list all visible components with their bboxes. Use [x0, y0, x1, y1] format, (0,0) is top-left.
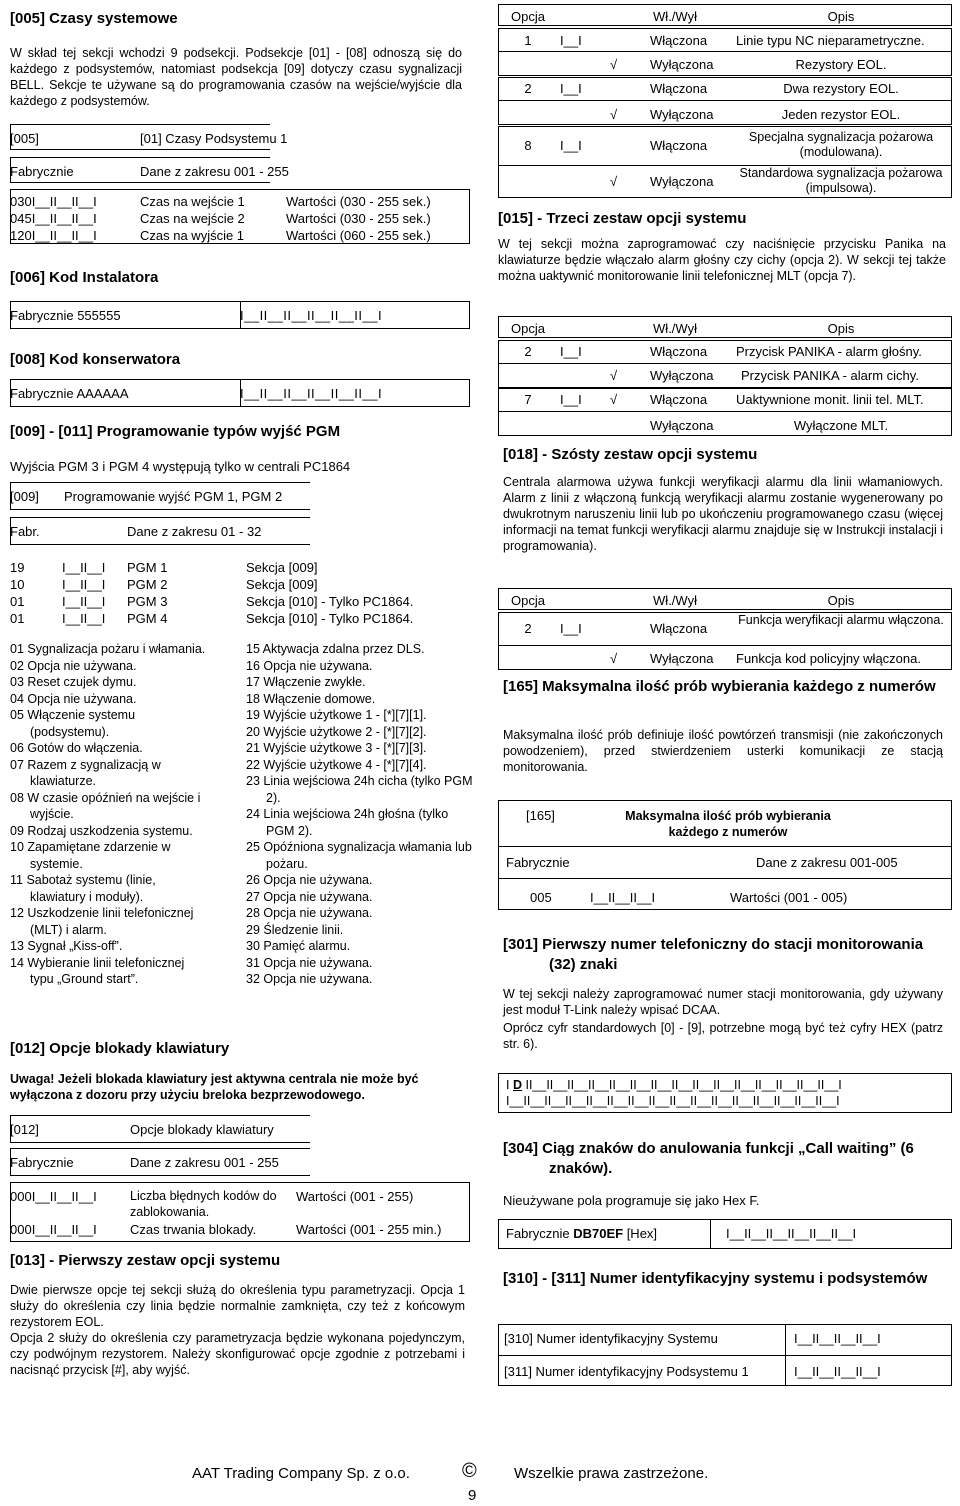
section-012-heading: [012] Opcje blokady klawiatury: [10, 1040, 230, 1057]
timer-row-2-range: Wartości (030 - 255 sek.): [286, 211, 431, 226]
timer-row-1-code: 030I__II__II__I: [10, 194, 97, 209]
installer-code-slots[interactable]: I__II__II__II__II__II__I: [240, 308, 383, 323]
section-005-intro: W skład tej sekcji wchodzi 9 podsekcji. Podsekcje [01] - [08] odnoszą się do każdego z podsystemów, natomiast podsekcja [09] dotyczy czasu sygnalizacji BELL. Sekcje te używane są do programowania czasów na wejście/wyjście dla każdego z podsystemów.: [10, 46, 462, 108]
partition-id-label: [311] Numer identyfikacyjny Podsystemu 1: [504, 1364, 749, 1379]
pgm-option-left-6: 06 Gotów do włączenia.: [10, 741, 143, 755]
pgm-option-right-5: 19 Wyjście użytkowe 1 - [*][7][1].: [246, 708, 427, 722]
section-009-heading: [009] - [011] Programowanie typów wyjść PGM: [10, 423, 341, 440]
t013-r3-state: Włączona: [650, 81, 708, 96]
t013-r4-check: √: [610, 107, 618, 122]
lockout-row-2-range: Wartości (001 - 255 min.): [296, 1222, 442, 1237]
t015-r1-desc: Przycisk PANIKA - alarm głośny.: [736, 344, 922, 359]
pgm-option-right-12: 26 Opcja nie używana.: [246, 873, 373, 887]
t013-r5-state: Włączona: [650, 138, 708, 153]
system-id-slots[interactable]: I__II__II__II__I: [794, 1331, 881, 1346]
section-013-heading: [013] - Pierwszy zestaw opcji systemu: [10, 1252, 281, 1269]
t015-r1-state: Włączona: [650, 344, 708, 359]
pgm-option-right-9: 23 Linia wejściowa 24h cicha (tylko PGM 2).: [246, 774, 473, 805]
t015-r2-check: √: [610, 368, 618, 383]
pgm-row-1-section: Sekcja [009]: [246, 560, 318, 575]
pgm-option-left-9: 09 Rodzaj uszkodzenia systemu.: [10, 823, 193, 838]
t015-r2-desc: Przycisk PANIKA - alarm cichy.: [741, 368, 919, 383]
pgm-row-4-value: 01: [10, 611, 25, 626]
section-304-factory-suffix: [Hex]: [626, 1226, 658, 1241]
timer-row-3-range: Wartości (060 - 255 sek.): [286, 228, 431, 243]
phone-slot-prefix: I: [506, 1078, 510, 1092]
t018-r2-desc: Funkcja kod policyjny włączona.: [736, 651, 921, 666]
t013-r6-state: Wyłączona: [650, 174, 714, 189]
t015-r3-slot[interactable]: I__I: [560, 392, 582, 407]
t013-r4-state: Wyłączona: [650, 107, 714, 122]
pgm-option-right-15: 29 Śledzenie linii.: [246, 922, 344, 937]
pgm-row-1-value: 19: [10, 560, 25, 575]
pgm-option-left-8: 08 W czasie opóźnień na wejście i wyjście.: [10, 790, 201, 821]
pgm-row-2-slots[interactable]: I__II__I: [62, 577, 106, 592]
section-165-range: Dane z zakresu 001-005: [756, 855, 898, 870]
section-012-factory-label: Fabrycznie: [10, 1155, 74, 1170]
t015-r1-slot[interactable]: I__I: [560, 344, 582, 359]
section-165-title: Maksymalna ilość prób wybierania każdego z numerów: [625, 809, 831, 839]
section-165-value: 005: [530, 890, 552, 905]
pgm-option-left-2: 02 Opcja nie używana.: [10, 658, 137, 673]
pgm-row-4-name: PGM 4: [127, 611, 168, 626]
pgm-options-list-left: [10, 641, 210, 988]
pgm-option-right-14: 28 Opcja nie używana.: [246, 906, 373, 920]
t013-r5-slot[interactable]: I__I: [560, 138, 582, 153]
table-015-header-desc: Opis: [827, 321, 855, 336]
section-301-para-2: Oprócz cyfr standardowych [0] - [9], potrzebne mogą być też cyfry HEX (patrz str. 6).: [503, 1021, 943, 1051]
t013-r5-desc: Specjalna sygnalizacja pożarowa (modulowana).: [748, 130, 934, 159]
section-304-factory-prefix: Fabrycznie: [506, 1226, 570, 1241]
pgm-row-4-section: Sekcja [010] - Tylko PC1864.: [246, 611, 414, 626]
pgm-option-left-13: 13 Sygnał „Kiss-off”.: [10, 939, 123, 953]
pgm-row-3-name: PGM 3: [127, 594, 168, 609]
pgm-row-3-section: Sekcja [010] - Tylko PC1864.: [246, 594, 414, 609]
pgm-option-right-17: 31 Opcja nie używana.: [246, 955, 373, 970]
pgm-options-list-right: [246, 641, 476, 988]
t013-r3-slot[interactable]: I__I: [560, 81, 582, 96]
section-005-title: [01] Czasy Podsystemu 1: [140, 131, 288, 146]
copyright-icon: ©: [462, 1460, 477, 1482]
table-018-header-desc: Opis: [827, 593, 855, 608]
pgm-option-right-18: 32 Opcja nie używana.: [246, 972, 373, 986]
t013-r4-desc: Jeden rezystor EOL.: [781, 107, 901, 122]
pgm-option-left-5: 05 Włączenie systemu (podsystemu).: [10, 708, 136, 739]
section-013-para-1: Dwie pierwsze opcje tej sekcji służą do określenia typu parametryzacji. Opcja 1 służy do określenia czy linia będzie normalnie zamknięta, czy też z końcowym rezystorem EOL.: [10, 1283, 465, 1329]
pgm-option-right-6: 20 Wyjście użytkowe 2 - [*][7][2].: [246, 724, 427, 739]
pgm-option-right-1: 15 Aktywacja zdalna przez DLS.: [246, 642, 425, 656]
section-310-heading: [310] - [311] Numer identyfikacyjny systemu i podsystemów: [503, 1270, 928, 1287]
lockout-row-1-code: 000I__II__II__I: [10, 1189, 97, 1204]
section-165-factory-label: Fabrycznie: [506, 855, 570, 870]
section-165-heading: [165] Maksymalna ilość prób wybierania każdego z numerów: [503, 678, 936, 695]
t013-r2-desc: Rezystory EOL.: [795, 57, 887, 72]
maintenance-code-factory: Fabrycznie AAAAAA: [10, 386, 129, 401]
pgm-option-left-11: 11 Sabotaż systemu (linie, klawiatury i moduły).: [10, 873, 156, 904]
timer-row-2-name: Czas na wejście 2: [140, 211, 245, 226]
lockout-row-2-code: 000I__II__II__I: [10, 1222, 97, 1237]
timer-row-3-code: 120I__II__II__I: [10, 228, 97, 243]
section-013-para-2: Opcja 2 służy do określenia czy parametryzacja będzie wykonana pojedynczym, czy podwójnym rezystorem. Należy skonfigurować opcje zgodnie z potrzebami i nacisnąć przycisk [#], aby wyjść.: [10, 1331, 465, 1377]
section-012-warning: Uwaga! Jeżeli blokada klawiatury jest aktywna centrala nie może być wyłączona z dozoru przy użyciu breloka bezprzewodowego.: [10, 1072, 419, 1102]
pgm-option-right-13: 27 Opcja nie używana.: [246, 889, 373, 904]
phone-number-slots-line-2[interactable]: I__II__II__II__II__II__II__II__II__II__II__II__II__II__II__II__I: [506, 1094, 840, 1108]
section-301-heading: [301] Pierwszy numer telefoniczny do stacji monitorowania (32) znaki: [503, 936, 924, 973]
t015-r4-state: Wyłączona: [650, 418, 714, 433]
pgm-option-left-3: 03 Reset czujek dymu.: [10, 675, 137, 689]
pgm-row-2-value: 10: [10, 577, 25, 592]
t013-r3-desc: Dwa rezystory EOL.: [783, 81, 899, 96]
pgm-option-right-2: 16 Opcja nie używana.: [246, 658, 373, 673]
timer-row-1-name: Czas na wejście 1: [140, 194, 245, 209]
partition-id-slots[interactable]: I__II__II__II__I: [794, 1364, 881, 1379]
section-304-factory-code: DB70EF: [573, 1226, 624, 1241]
t015-r2-state: Wyłączona: [650, 368, 714, 383]
pgm-option-left-12: 12 Uszkodzenie linii telefonicznej (MLT) i alarm.: [10, 906, 194, 937]
t015-r3-opt: 7: [524, 392, 532, 407]
phone-slot-letter: D: [512, 1078, 522, 1092]
section-012-title: Opcje blokady klawiatury: [130, 1122, 274, 1137]
pgm-row-2-name: PGM 2: [127, 577, 168, 592]
system-id-label: [310] Numer identyfikacyjny Systemu: [504, 1331, 718, 1346]
table-013-header-option: Opcja: [511, 9, 545, 24]
t013-r3-opt: 2: [524, 81, 532, 96]
t013-r5-opt: 8: [524, 138, 532, 153]
section-009-range: Dane z zakresu 01 - 32: [127, 524, 262, 539]
phone-slot-rest: II__II__II__II__II__II__II__II__II__II__II__II__II__II__II__I: [525, 1078, 842, 1092]
pgm-option-right-4: 18 Włączenie domowe.: [246, 691, 376, 706]
section-015-heading: [015] - Trzeci zestaw opcji systemu: [498, 210, 747, 227]
t018-r2-state: Wyłączona: [650, 651, 714, 666]
section-304-para: Nieużywane pola programuje się jako Hex F.: [503, 1193, 760, 1208]
t018-r1-opt: 2: [524, 621, 532, 636]
pgm-row-2-section: Sekcja [009]: [246, 577, 318, 592]
section-018-para: Centrala alarmowa używa funkcji weryfikacji alarmu dla linii włamaniowych. Alarm z linii z włączoną funkcją weryfikacji alarmu zostanie wygenerowany po dwukrotnym naruszeniu linii lub po ukończeniu programowanego czasu (więcej informacji na temat funkcji weryfikacji alarmu znajduje się w Instrukcji instalacji i programowania).: [503, 475, 943, 553]
t015-r3-desc: Uaktywnione monit. linii tel. MLT.: [736, 392, 924, 407]
pgm-row-3-slots[interactable]: I__II__I: [62, 594, 106, 609]
maintenance-code-slots[interactable]: I__II__II__II__II__II__I: [240, 386, 383, 401]
t013-r2-check: √: [610, 57, 618, 72]
footer-company: AAT Trading Company Sp. z o.o.: [192, 1465, 410, 1482]
pgm-option-right-8: 22 Wyjście użytkowe 4 - [*][7][4].: [246, 757, 427, 772]
t015-r3-check: √: [610, 392, 618, 407]
section-006-heading: [006] Kod Instalatora: [10, 269, 159, 286]
section-165-value-range: Wartości (001 - 005): [730, 890, 848, 905]
timer-row-1-range: Wartości (030 - 255 sek.): [286, 194, 431, 209]
section-005-heading: [005] Czasy systemowe: [10, 10, 178, 27]
section-009-note: Wyjścia PGM 3 i PGM 4 występują tylko w centrali PC1864: [10, 459, 351, 474]
section-008-heading: [008] Kod konserwatora: [10, 351, 181, 368]
section-012-range: Dane z zakresu 001 - 255: [130, 1155, 279, 1170]
t018-r1-desc: Funkcja weryfikacji alarmu włączona.: [738, 613, 944, 627]
pgm-row-4-slots[interactable]: I__II__I: [62, 611, 106, 626]
section-165-code: [165]: [526, 808, 555, 823]
section-301-para-1: W tej sekcji należy zaprogramować numer stacji monitorowania, gdy używany jest moduł T-Link należy wpisać DCAA.: [503, 987, 943, 1017]
t013-r1-opt: 1: [524, 33, 532, 48]
pgm-option-left-7: 07 Razem z sygnalizacją w klawiaturze.: [10, 757, 161, 788]
timer-row-3-name: Czas na wyjście 1: [140, 228, 245, 243]
pgm-row-1-name: PGM 1: [127, 560, 168, 575]
lockout-row-2-name: Czas trwania blokady.: [130, 1222, 257, 1237]
table-018-header-option: Opcja: [511, 593, 545, 608]
pgm-option-left-10: 10 Zapamiętane zdarzenie w systemie.: [10, 840, 171, 871]
pgm-option-right-11: 25 Opóźniona sygnalizacja włamania lub pożaru.: [246, 840, 472, 871]
section-304-slots[interactable]: I__II__II__II__II__II__I: [726, 1226, 857, 1241]
timer-row-2-code: 045I__II__II__I: [10, 211, 97, 226]
phone-number-slots-line-1[interactable]: [506, 1078, 842, 1093]
lockout-row-1-range: Wartości (001 - 255): [296, 1189, 414, 1204]
pgm-row-1-slots[interactable]: I__II__I: [62, 560, 106, 575]
pgm-option-right-16: 30 Pamięć alarmu.: [246, 939, 351, 953]
pgm-row-3-value: 01: [10, 594, 25, 609]
t018-r1-state: Włączona: [650, 621, 708, 636]
section-009-code: [009]: [10, 489, 39, 504]
lockout-row-1-name: Liczba błędnych kodów do zablokowania.: [130, 1189, 277, 1219]
table-015-header-option: Opcja: [511, 321, 545, 336]
t018-r2-check: √: [610, 651, 618, 666]
section-304-heading: [304] Ciąg znaków do anulowania funkcji „Call waiting” (6 znaków).: [503, 1140, 914, 1177]
pgm-option-left-4: 04 Opcja nie używana.: [10, 691, 137, 706]
footer-rights: Wszelkie prawa zastrzeżone.: [514, 1465, 709, 1482]
section-009-fabr: Fabr.: [10, 524, 40, 539]
table-015-header-onoff: Wł./Wył: [653, 321, 697, 336]
section-005-code: [005]: [10, 131, 39, 146]
section-165-slots[interactable]: I__II__II__I: [590, 890, 656, 905]
t013-r6-check: √: [610, 174, 618, 189]
section-012-code: [012]: [10, 1122, 39, 1137]
pgm-option-right-10: 24 Linia wejściowa 24h głośna (tylko PGM 2).: [246, 807, 449, 838]
section-009-title: Programowanie wyjść PGM 1, PGM 2: [64, 489, 283, 504]
pgm-option-right-7: 21 Wyjście użytkowe 3 - [*][7][3].: [246, 741, 427, 755]
table-013-header-desc: Opis: [827, 9, 855, 24]
t015-r3-state: Włączona: [650, 392, 708, 407]
section-005-range: Dane z zakresu 001 - 255: [140, 164, 289, 179]
t015-r4-desc: Wyłączone MLT.: [793, 418, 889, 433]
page-number: 9: [468, 1487, 477, 1504]
t013-r2-state: Wyłączona: [650, 57, 714, 72]
section-005-factory-label: Fabrycznie: [10, 164, 74, 179]
t013-r1-slot[interactable]: I__I: [560, 33, 582, 48]
t018-r1-slot[interactable]: I__I: [560, 621, 582, 636]
pgm-option-left-1: 01 Sygnalizacja pożaru i włamania.: [10, 642, 206, 656]
section-304-factory: [506, 1226, 657, 1241]
t013-r6-desc: Standardowa sygnalizacja pożarowa (impulsowa).: [739, 166, 943, 195]
installer-code-factory: Fabrycznie 555555: [10, 308, 121, 323]
table-018-header-onoff: Wł./Wył: [653, 593, 697, 608]
pgm-option-left-14: 14 Wybieranie linii telefonicznej typu „Ground start”.: [10, 955, 185, 986]
section-015-para: W tej sekcji można zaprogramować czy naciśnięcie przycisku Panika na klawiaturze będzie włączało alarm głośny czy cichy (opcja 2). W sekcji tej także można uaktywnić monitorowanie linii telefonicznej MLT (opcja 7).: [498, 237, 946, 283]
section-018-heading: [018] - Szósty zestaw opcji systemu: [503, 446, 758, 463]
pgm-option-right-3: 17 Włączenie zwykłe.: [246, 675, 366, 689]
table-013-header-onoff: Wł./Wył: [653, 9, 697, 24]
section-165-para: Maksymalna ilość prób definiuje ilość powtórzeń transmisji (nie zakończonych powodzeniem), przed stwierdzeniem usterki komunikacji ze stacją monitorowania.: [503, 728, 943, 774]
t013-r1-desc: Linie typu NC nieparametryczne.: [736, 33, 925, 48]
t013-r1-state: Włączona: [650, 33, 708, 48]
t015-r1-opt: 2: [524, 344, 532, 359]
